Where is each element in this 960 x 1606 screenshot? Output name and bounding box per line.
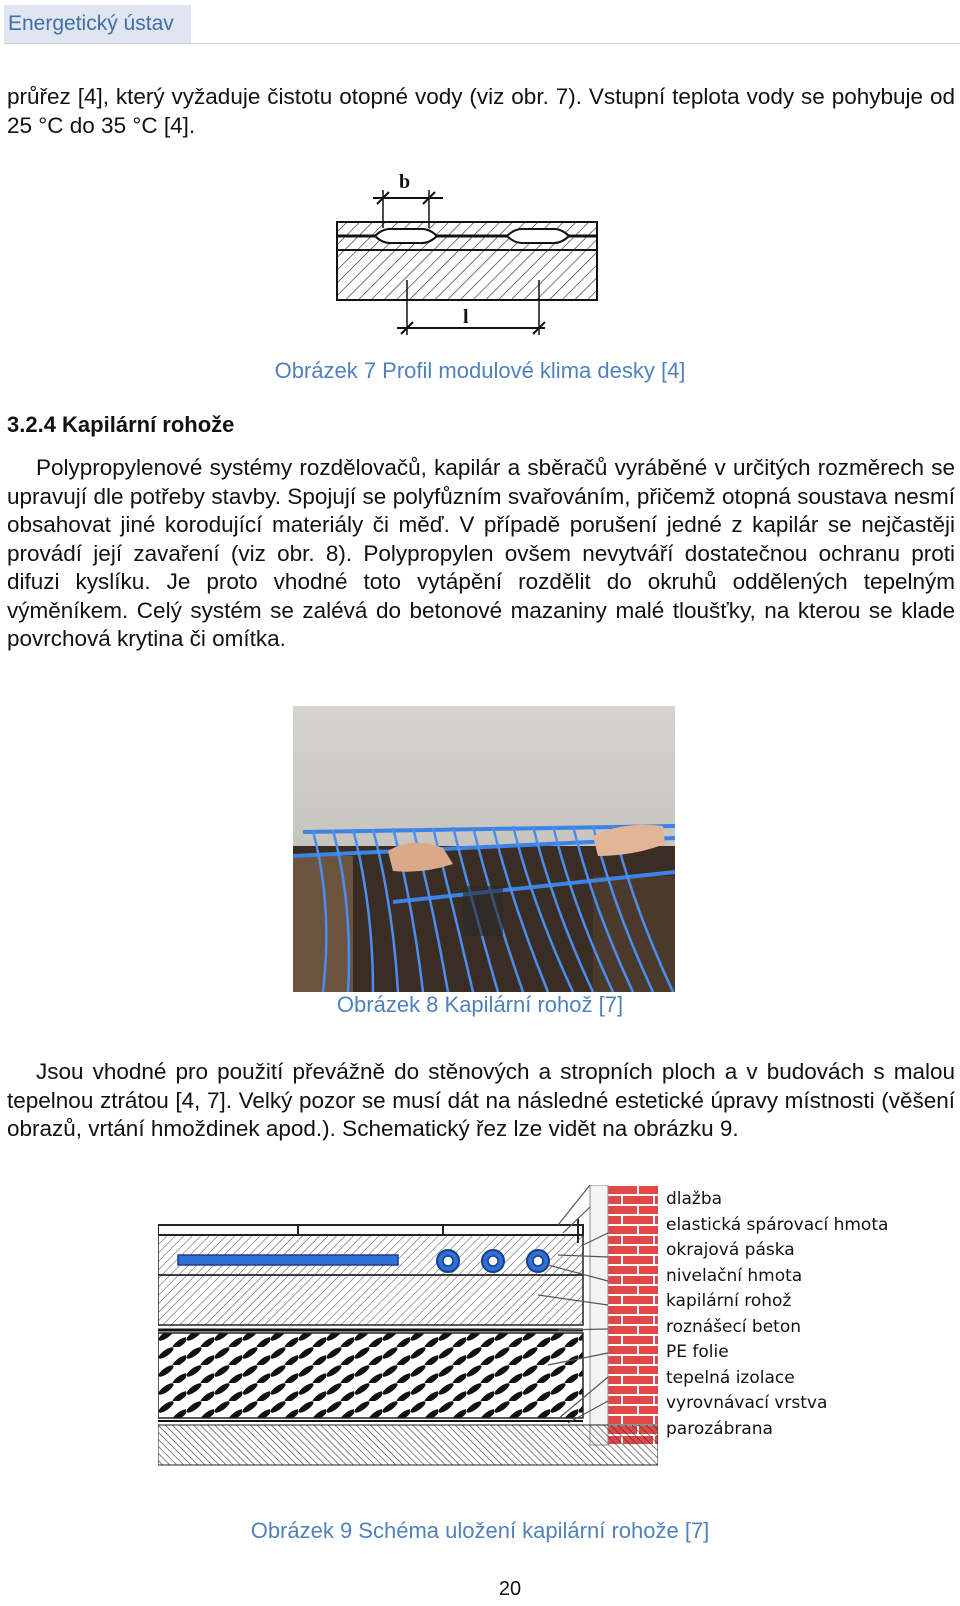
header-section-tab: Energetický ústav (4, 5, 191, 43)
legend-item: PE folie (666, 1342, 729, 1362)
figure7-profile-diagram (335, 170, 605, 345)
figure8-photo (293, 706, 675, 992)
brick-wall (608, 1185, 658, 1445)
section-heading: 3.2.4 Kapilární rohože (7, 412, 235, 437)
capillary-bulge-right (507, 229, 569, 243)
header-divider (4, 43, 960, 44)
thermal-insulation (158, 1333, 583, 1418)
tile-layer (158, 1225, 583, 1235)
legend-item: dlažba (666, 1189, 723, 1209)
spreading-concrete (158, 1275, 583, 1325)
legend-item: parozábrana (666, 1418, 773, 1439)
figure7-caption: Obrázek 7 Profil modulové klima desky [4] (274, 358, 686, 383)
legend-item: okrajová páska (666, 1240, 795, 1260)
figure8-caption: Obrázek 8 Kapilární rohož [7] (336, 992, 624, 1017)
dim-b-label: b (399, 171, 411, 193)
dim-l-label: l (463, 306, 469, 328)
legend-item: vyrovnávací vrstva (666, 1393, 828, 1413)
capillary-mat-bar (178, 1255, 398, 1265)
page-number: 20 (498, 1578, 522, 1600)
legend-item: nivelační hmota (666, 1265, 803, 1286)
paragraph-capillary: Polypropylenové systémy rozdělovačů, kapilár a sběračů vyráběné v určitých rozměrech se upravují dle potřeby stavby. Spojují se polyfůzním svařováním, přičemž otopná soustava nesmí obsahovat jiné korodující materiály či měď. V případě porušení jedné z kapilár se nejčastěji provádí její zavaření (viz obr. 8). Polypropylen ovšem nevytváří dostatečnou ochranu proti difuzi kyslíku. Je proto vhodné toto vytápění rozdělit do okruhů oddělených tepelným výměníkem. Celý systém se zalévá do betonové mazaniny malé tloušťky, na kterou se klade povrchová krytina či omítka. (7, 455, 955, 651)
legend-item: kapilární rohož (666, 1291, 792, 1311)
capillary-bulge-left (375, 229, 437, 243)
paragraph-intro: průřez [4], který vyžaduje čistotu otopné vody (viz obr. 7). Vstupní teplota vody se pohybuje od 25 °C do 35 °C [4]. (7, 84, 955, 138)
legend-item: tepelná izolace (666, 1367, 795, 1388)
paragraph-usage: Jsou vhodné pro použití převážně do stěnových a stropních ploch a v budovách s malou tepelnou ztrátou [4, 7]. Velký pozor se musí dát na následné estetické úpravy místnosti (věšení obrazů, vrtání hmoždinek apod.). Schematický řez lze vidět na obrázku 9. (7, 1059, 955, 1141)
base-slab (158, 1425, 658, 1465)
figure9-cross-section (158, 1185, 658, 1505)
figure9-legend (666, 1187, 888, 1442)
legend-item: roznášecí beton (666, 1316, 802, 1337)
legend-item: elastická spárovací hmota (666, 1214, 889, 1235)
figure9-caption: Obrázek 9 Schéma uložení kapilární rohože [7] (250, 1518, 710, 1543)
